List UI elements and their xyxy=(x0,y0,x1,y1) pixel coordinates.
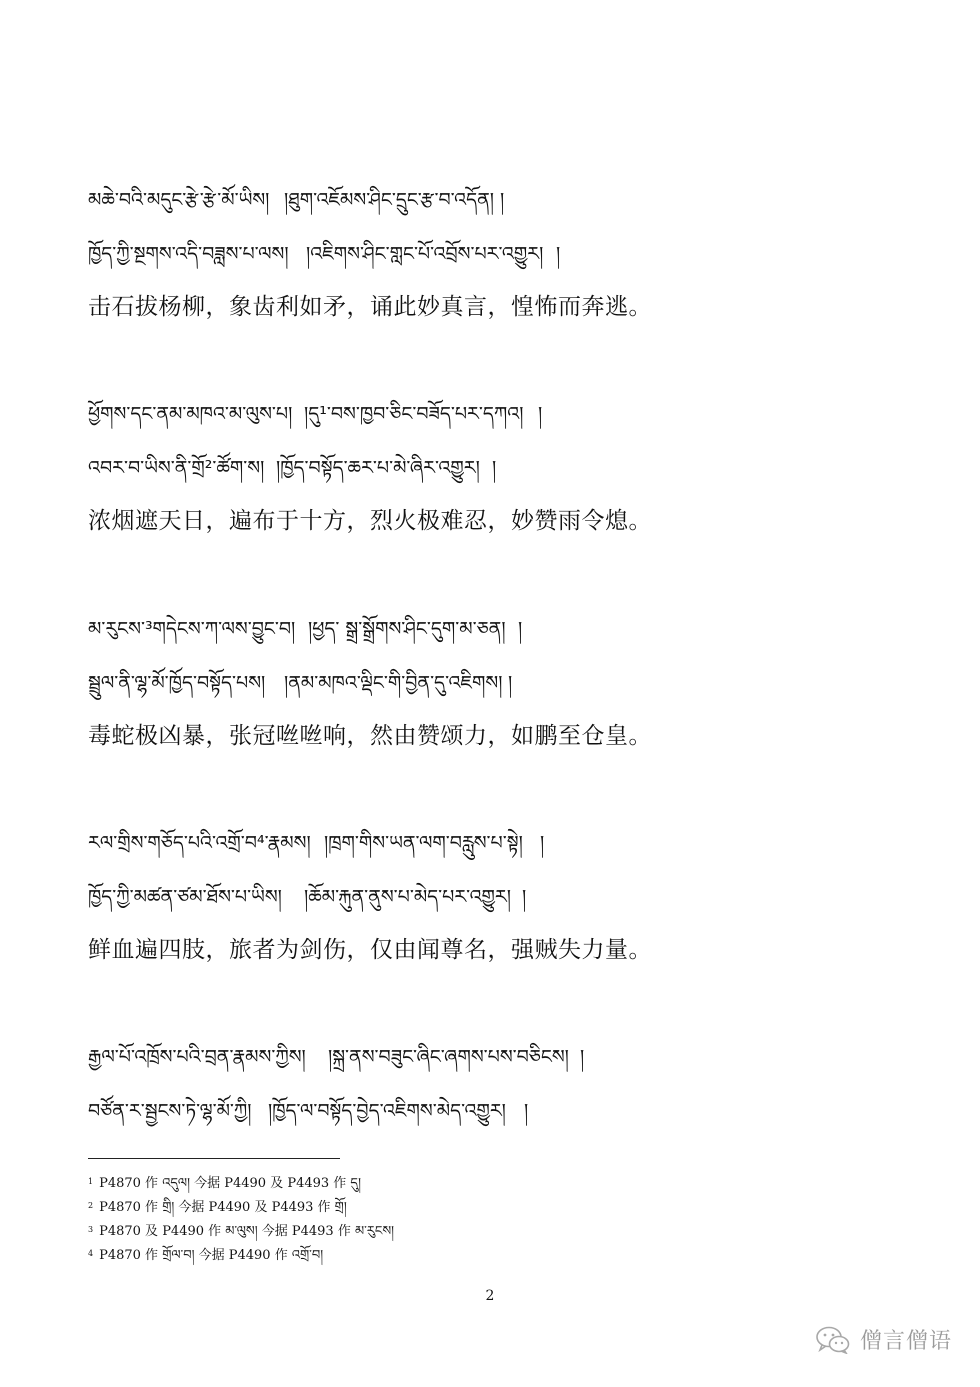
footnote-item xyxy=(88,1244,688,1268)
chinese-translation: 击石拔杨柳，象齿利如矛，诵此妙真言，惶怖而奔逃。 xyxy=(88,294,652,320)
tibetan-phrase: ཁྱོད་ཀྱི་སྔགས་འདི་བཟླས་པ་ལས། xyxy=(88,243,289,265)
footnote-text: P4870 作 གྲི། 今据 P4490 及 P4493 作 གྲོ། xyxy=(99,1200,347,1215)
footnote-item xyxy=(88,1220,688,1244)
stanza-4 xyxy=(88,829,908,967)
shad-mark: ། xyxy=(492,457,497,479)
tibetan-phrase: །སྐྲ་ནས་བཟུང་ཞིང་ཞགས་པས་བཅིངས། xyxy=(328,1046,569,1068)
tibetan-phrase: །ནམ་མཁའ་ལྡིང་གི་བྱིན་དུ་འཇིགས། xyxy=(284,672,503,694)
watermark xyxy=(816,1324,952,1355)
footnote-mark: 1 xyxy=(88,1177,94,1186)
tibetan-line xyxy=(88,829,908,857)
tibetan-phrase: མཆེ་བའི་མདུང་རྩེ་རྩེ་མོ་ཡིས། xyxy=(88,189,270,211)
tibetan-line xyxy=(88,615,908,643)
shad-mark: ། xyxy=(556,243,561,265)
footnote-text: P4870 作 འདུལ། 今据 P4490 及 P4493 作 དུ། xyxy=(99,1176,361,1191)
tibetan-phrase: སྦྲུལ་ནི་ལྷ་མོ་ཁྱོད་བསྟོད་པས། xyxy=(88,672,266,694)
shad-mark: ། xyxy=(538,403,543,425)
chinese-translation: 毒蛇极凶暴，张冠咝咝响，然由赞颂力，如鹏至仓皇。 xyxy=(88,723,652,749)
tibetan-phrase: །ཕྱད་ སྒྲ་སྒྲོགས་ཤིང་དུག་མ་ཅན། xyxy=(308,618,506,640)
stanza-5 xyxy=(88,1043,908,1125)
shad-mark: ། xyxy=(580,1046,585,1068)
shad-mark: ། xyxy=(522,886,527,908)
tibetan-line xyxy=(88,186,908,214)
shad-mark: ། xyxy=(524,1100,529,1122)
footnote-text: P4870 作 གྲོལ་བ། 今据 P4490 作 འགྲོ་བ། xyxy=(99,1248,324,1263)
tibetan-phrase: །དུ¹་བས་ཁྱབ་ཅིང་བཟོད་པར་དཀའ། xyxy=(304,403,524,425)
stanza-2 xyxy=(88,400,908,538)
tibetan-phrase: ཕྱོགས་དང་ནམ་མཁའ་མ་ལུས་པ། xyxy=(88,403,293,425)
stanza-1 xyxy=(88,186,908,324)
tibetan-phrase: བཙོན་ར་སྦྱངས་ཏེ་ལྷ་མོ་ཀྱི། xyxy=(88,1100,252,1122)
wechat-icon xyxy=(816,1326,850,1354)
footnote-item xyxy=(88,1172,688,1196)
page-number: 2 xyxy=(485,1288,495,1304)
shad-mark: ། xyxy=(518,618,523,640)
shad-mark: ། xyxy=(508,672,513,694)
tibetan-line xyxy=(88,883,908,911)
tibetan-phrase: །ཐུག་འཇོམས་ཤིང་དྲུང་རྩ་བ་འདོན། xyxy=(284,189,494,211)
shad-mark: ། xyxy=(540,832,545,854)
footnote-item xyxy=(88,1196,688,1220)
tibetan-phrase: །ཁྱོད་བསྟོད་ཆར་པ་མེ་ཞིར་འགྱུར། xyxy=(276,457,480,479)
stanza-3 xyxy=(88,615,908,753)
watermark-text: 僧言僧语 xyxy=(859,1329,952,1354)
tibetan-line xyxy=(88,240,908,268)
tibetan-line xyxy=(88,1043,908,1071)
tibetan-phrase: འབར་བ་ཡིས་ནི་གྲོ²་ཚོག་ས། xyxy=(88,457,265,479)
tibetan-line xyxy=(88,454,908,482)
tibetan-line xyxy=(88,400,908,428)
tibetan-line xyxy=(88,1097,908,1125)
footnote-rule xyxy=(88,1158,340,1159)
footnote-text: P4870 及 P4490 作 མ་ལུས། 今据 P4493 作 མ་རུངས། xyxy=(99,1224,395,1239)
chinese-translation: 浓烟遮天日，遍布于十方，烈火极难忍，妙赞雨令熄。 xyxy=(88,508,652,534)
shad-mark: ། xyxy=(500,189,505,211)
tibetan-phrase: །འཇིགས་ཤིང་གླང་པོ་འབྲོས་པར་འགྱུར། xyxy=(306,243,544,265)
tibetan-phrase: རྒྱལ་པོ་འཁྲོས་པའི་བྲན་རྣམས་ཀྱིས། xyxy=(88,1046,306,1068)
footnotes xyxy=(88,1172,688,1268)
tibetan-phrase: མ་རུངས་³གདེངས་ཀ་ལས་བྱུང་བ། xyxy=(88,618,296,640)
tibetan-phrase: །ཁྱོད་ལ་བསྟོད་བྱེད་འཇིགས་མེད་འགྱུར། xyxy=(268,1100,506,1122)
chinese-translation: 鲜血遍四肢，旅者为剑伤，仅由闻尊名，强贼失力量。 xyxy=(88,937,652,963)
tibetan-phrase: །ཆོམ་རྐུན་ནུས་པ་མེད་པར་འགྱུར། xyxy=(304,886,511,908)
tibetan-phrase: ཁྱོད་ཀྱི་མཚན་ཙམ་ཐོས་པ་ཡིས། xyxy=(88,886,282,908)
footnote-mark: 2 xyxy=(88,1201,94,1210)
footnote-mark: 4 xyxy=(88,1249,94,1258)
tibetan-phrase: རལ་གྲིས་གཅོད་པའི་འགྲོ་བ⁴་རྣམས། xyxy=(88,832,311,854)
tibetan-phrase: །ཁྲག་གིས་ཡན་ལག་བརླུས་པ་སྟེ། xyxy=(324,832,523,854)
tibetan-line xyxy=(88,669,908,697)
footnote-mark: 3 xyxy=(88,1225,94,1234)
